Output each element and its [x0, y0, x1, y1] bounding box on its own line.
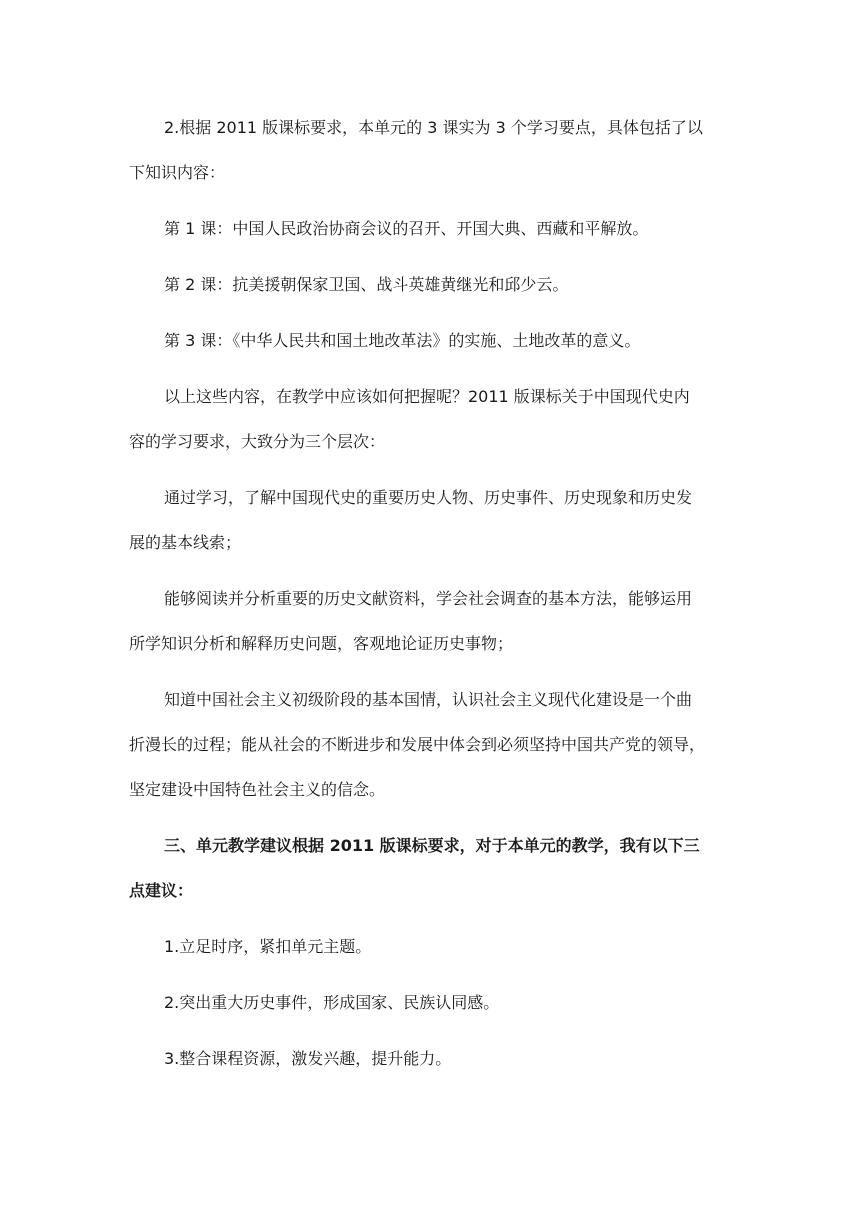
text-line: 第 1 课：中国人民政治协商会议的召开、开国大典、西藏和平解放。 [164, 219, 649, 238]
text-line: 折漫长的过程；能从社会的不断进步和发展中体会到必须坚持中国共产党的领导， [129, 735, 706, 754]
suggestion-item-1 [129, 924, 745, 969]
text-line: 1.立足时序，紧扣单元主题。 [164, 937, 372, 956]
text-line: 展的基本线索； [129, 533, 242, 552]
paragraph-lesson-2 [129, 262, 745, 307]
paragraph-lesson-3 [129, 318, 745, 363]
text-line: 第 2 课：抗美援朝保家卫国、战斗英雄黄继光和邱少云。 [164, 275, 569, 294]
text-line: 以上这些内容，在教学中应该如何把握呢？2011 版课标关于中国现代史内 [164, 387, 690, 406]
text-line: 2.突出重大历史事件，形成国家、民族认同感。 [164, 993, 500, 1012]
document-body [129, 105, 745, 1081]
text-line: 点建议： [129, 881, 194, 900]
suggestion-item-2 [129, 980, 745, 1025]
text-line: 通过学习，了解中国现代史的重要历史人物、历史事件、历史现象和历史发 [164, 488, 693, 507]
section-heading-teaching-suggestions [129, 823, 745, 913]
text-line: 容的学习要求，大致分为三个层次： [129, 432, 386, 451]
paragraph-learning-points [129, 105, 745, 195]
text-line: 所学知识分析和解释历史问题，客观地论证历史事物； [129, 634, 514, 653]
text-line: 第 3 课：《中华人民共和国土地改革法》的实施、土地改革的意义。 [164, 331, 641, 350]
text-line: 知道中国社会主义初级阶段的基本国情，认识社会主义现代化建设是一个曲 [164, 690, 693, 709]
text-line: 三、单元教学建议根据 2011 版课标要求，对于本单元的教学，我有以下三 [164, 836, 700, 855]
text-line: 能够阅读并分析重要的历史文献资料，学会社会调查的基本方法，能够运用 [164, 589, 693, 608]
text-line: 2.根据 2011 版课标要求，本单元的 3 课实为 3 个学习要点，具体包括了以 [164, 118, 703, 137]
paragraph-level-3 [129, 677, 745, 812]
paragraph-lesson-1 [129, 206, 745, 251]
text-line: 下知识内容： [129, 163, 226, 182]
paragraph-level-1 [129, 475, 745, 565]
paragraph-level-2 [129, 576, 745, 666]
paragraph-requirements-intro [129, 374, 745, 464]
text-line: 坚定建设中国特色社会主义的信念。 [129, 780, 386, 799]
suggestion-item-3 [129, 1036, 745, 1081]
text-line: 3.整合课程资源，激发兴趣，提升能力。 [164, 1049, 452, 1068]
